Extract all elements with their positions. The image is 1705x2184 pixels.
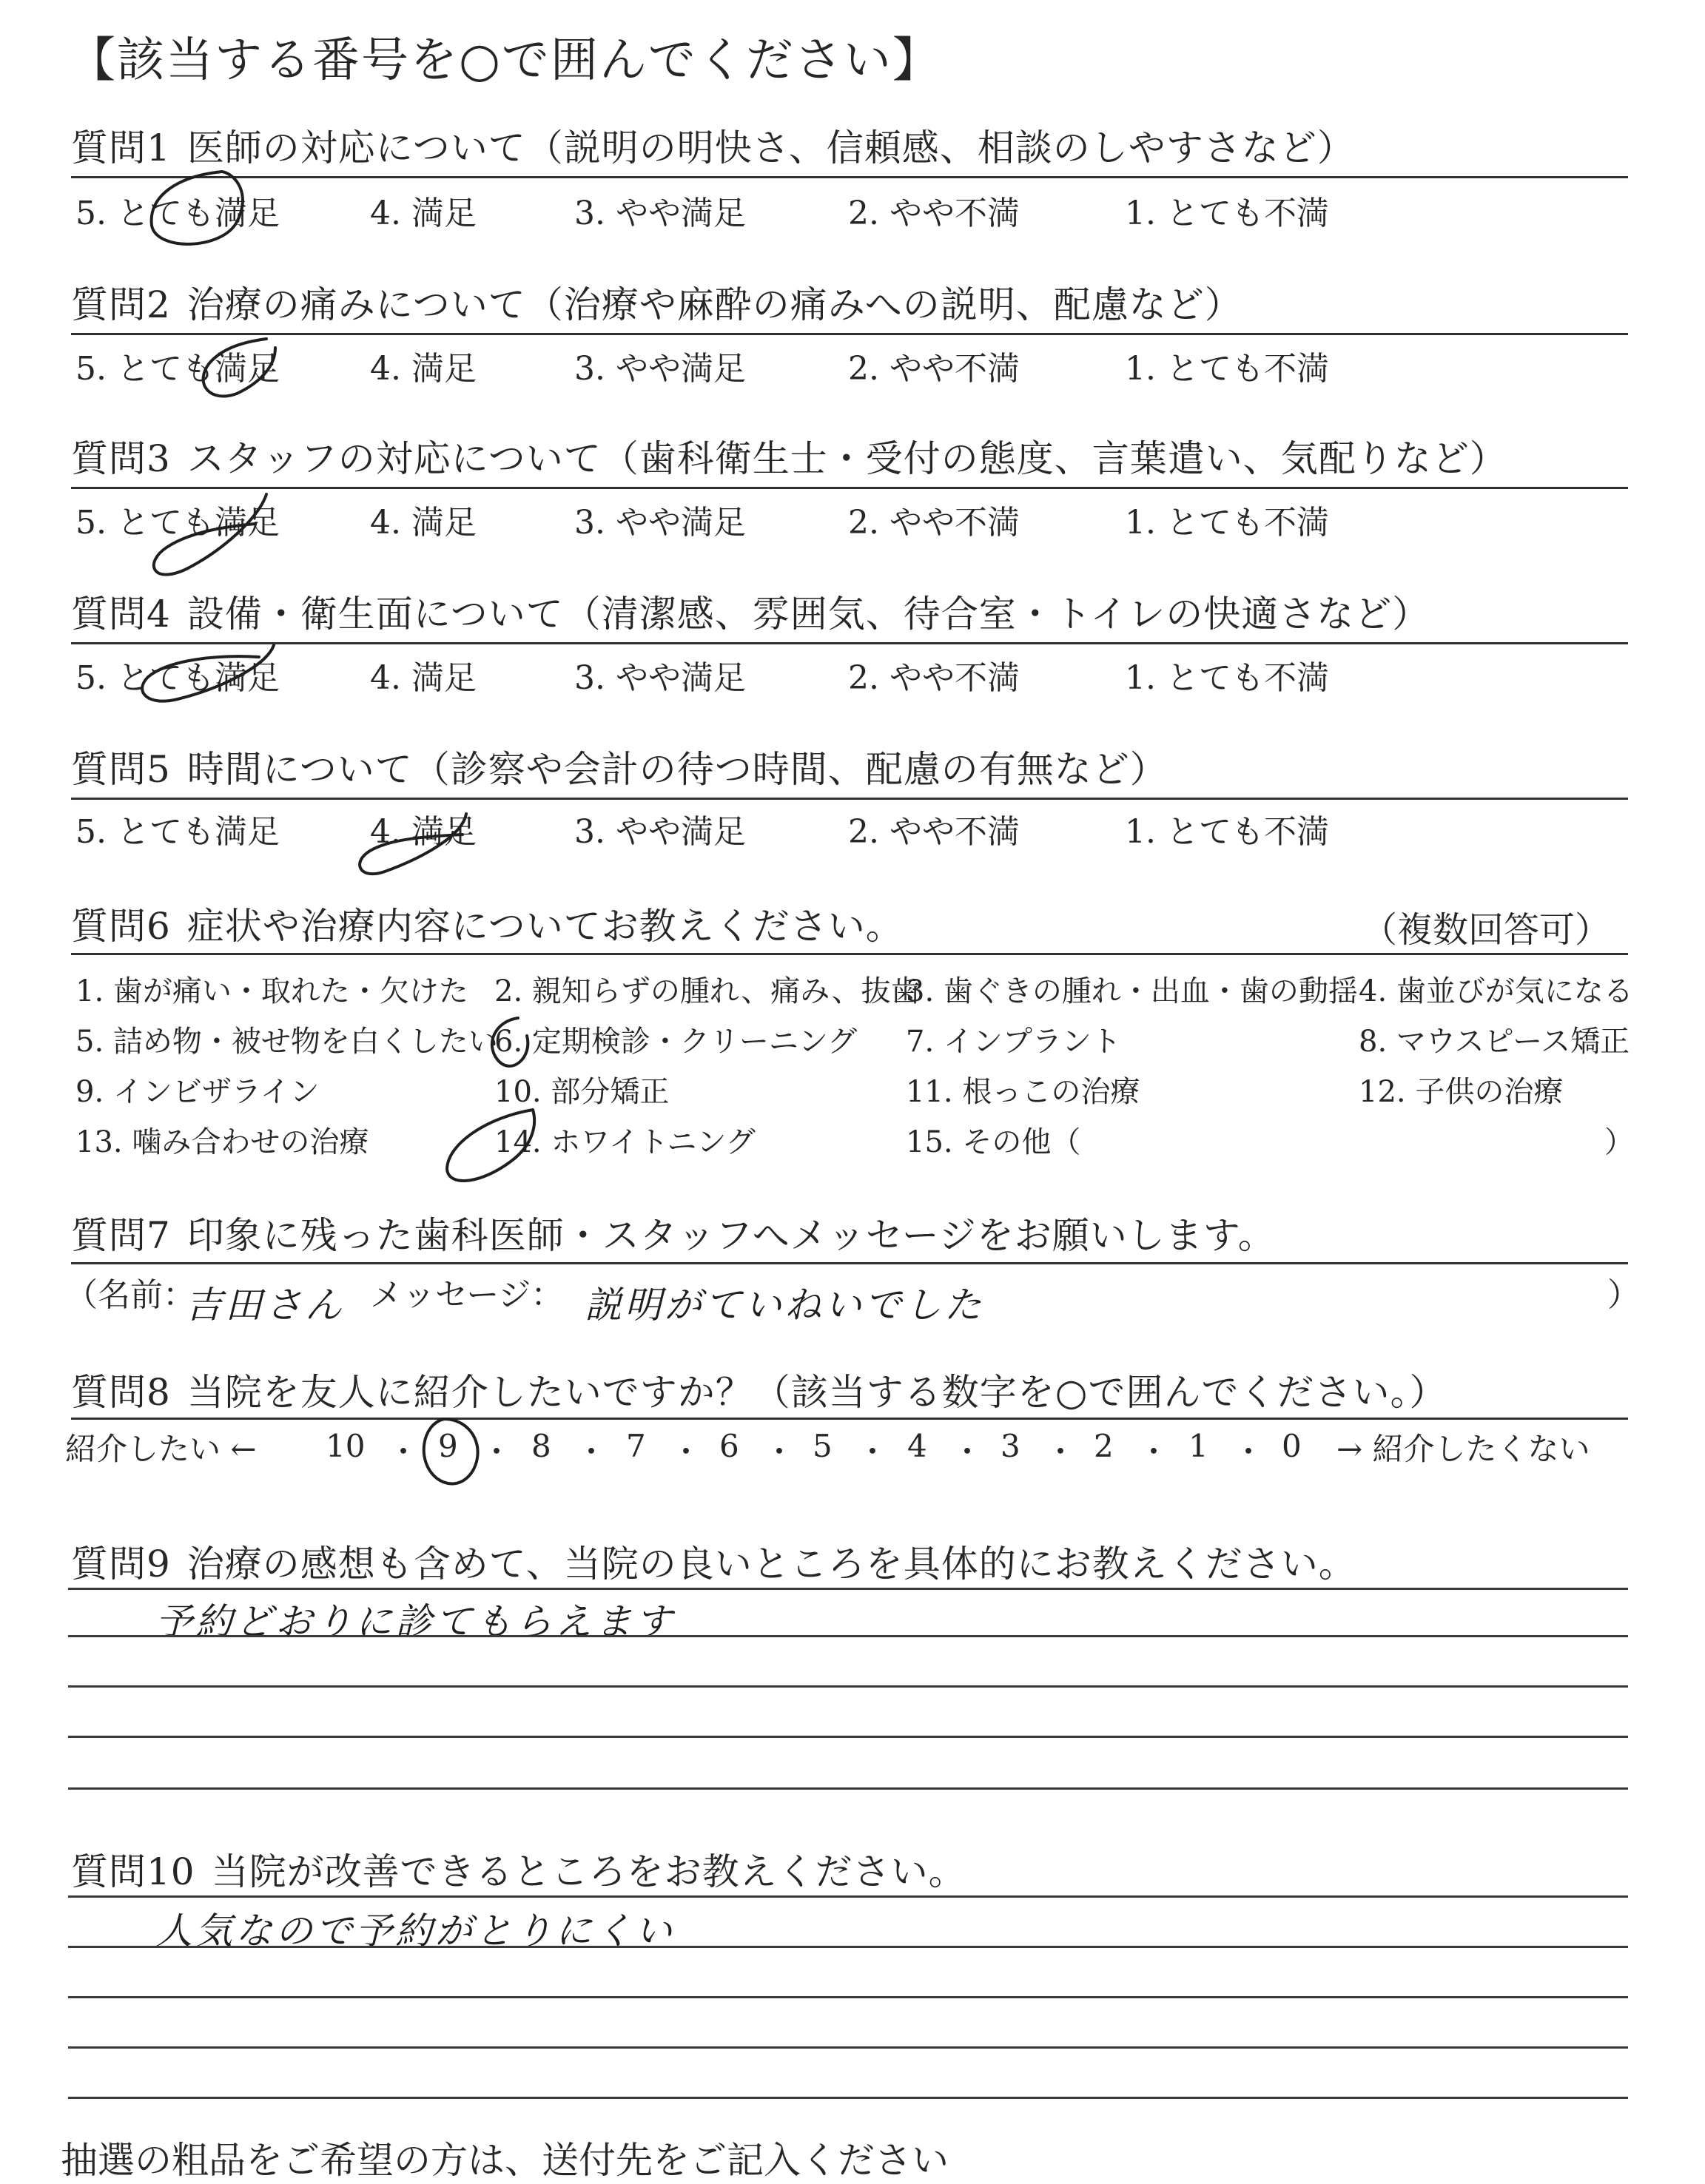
q1-option-1[interactable]: 1. とても不満 <box>1125 195 1329 232</box>
writing-line <box>68 2097 1628 2099</box>
q10-handwritten-answer[interactable]: 人気なので予約がとりにくい <box>155 1910 675 1952</box>
scale-separator: ・ <box>670 1434 702 1470</box>
question-title: 当院を友人に紹介したいですか？（該当する数字を○で囲んでください。） <box>186 1371 1447 1414</box>
writing-line <box>68 1895 1628 1898</box>
divider <box>71 487 1628 489</box>
scale-separator: ・ <box>481 1434 513 1470</box>
q3-option-2[interactable]: 2. やや不満 <box>848 504 1020 542</box>
q2-option-2[interactable]: 2. やや不満 <box>848 350 1020 388</box>
writing-line <box>68 1736 1628 1738</box>
q1-option-2[interactable]: 2. やや不満 <box>848 195 1020 232</box>
q1-option-5[interactable]: 5. とても満足 <box>75 195 280 232</box>
divider <box>71 798 1628 800</box>
question-number: 質問4 <box>71 593 171 636</box>
q6-option-15[interactable]: 15. その他（ <box>906 1125 1081 1159</box>
scale-10[interactable]: 10 <box>326 1428 366 1464</box>
q6-option-4[interactable]: 4. 歯並びが気になる <box>1359 974 1633 1008</box>
scale-7[interactable]: 7 <box>626 1428 646 1464</box>
question-number: 質問10 <box>71 1850 195 1893</box>
name-label: （名前： <box>65 1276 195 1314</box>
writing-line <box>68 1635 1628 1637</box>
q6-option-5[interactable]: 5. 詰め物・被せ物を白くしたい <box>75 1025 498 1059</box>
q5-option-4[interactable]: 4. 満足 <box>370 813 477 851</box>
scale-separator: ・ <box>388 1434 420 1470</box>
q6-option-12[interactable]: 12. 子供の治療 <box>1359 1075 1564 1109</box>
question-10 <box>71 1842 966 1895</box>
question-number: 質問7 <box>71 1214 171 1257</box>
q1-option-4[interactable]: 4. 満足 <box>370 195 477 232</box>
question-number: 質問2 <box>71 283 171 326</box>
question-1 <box>71 118 1355 172</box>
question-title: 医師の対応について（説明の明快さ、信頼感、相談のしやすさなど） <box>186 127 1355 169</box>
name-handwritten[interactable]: 吉田さん <box>185 1284 345 1327</box>
writing-line <box>68 2046 1628 2049</box>
q5-option-5[interactable]: 5. とても満足 <box>75 813 280 851</box>
question-number: 質問8 <box>71 1371 171 1414</box>
divider <box>71 953 1628 955</box>
writing-line <box>68 1996 1628 1998</box>
q6-option-11[interactable]: 11. 根っこの治療 <box>906 1075 1140 1109</box>
scale-separator: ・ <box>1233 1434 1265 1470</box>
question-5 <box>71 740 1168 793</box>
question-6 <box>71 897 904 950</box>
scale-separator: ・ <box>1045 1434 1077 1470</box>
q3-option-3[interactable]: 3. やや満足 <box>574 504 746 542</box>
q6-option-9[interactable]: 9. インビザライン <box>75 1075 320 1109</box>
q3-option-5[interactable]: 5. とても満足 <box>75 504 280 542</box>
question-title: 印象に残った歯科医師・スタッフへメッセージをお願いします。 <box>186 1214 1276 1257</box>
message-close: ） <box>1607 1276 1640 1314</box>
scale-1[interactable]: 1 <box>1188 1428 1208 1464</box>
q6-option-10[interactable]: 10. 部分矯正 <box>494 1075 670 1109</box>
question-title: 治療の感想も含めて、当院の良いところを具体的にお教えください。 <box>186 1543 1356 1585</box>
q3-option-1[interactable]: 1. とても不満 <box>1125 504 1329 542</box>
scale-separator: ・ <box>1138 1434 1170 1470</box>
question-7 <box>71 1206 1276 1259</box>
scale-9[interactable]: 9 <box>438 1428 458 1464</box>
divider <box>71 333 1628 335</box>
scale-separator: ・ <box>857 1434 889 1470</box>
message-label: メッセージ： <box>370 1276 564 1314</box>
question-number: 質問3 <box>71 437 171 480</box>
writing-line <box>68 1588 1628 1590</box>
scale-2[interactable]: 2 <box>1094 1428 1114 1464</box>
q5-option-1[interactable]: 1. とても不満 <box>1125 813 1329 851</box>
q6-option-7[interactable]: 7. インプラント <box>906 1025 1121 1059</box>
q4-option-4[interactable]: 4. 満足 <box>370 659 477 697</box>
recommend-right-label: → 紹介したくない <box>1336 1431 1590 1467</box>
scale-8[interactable]: 8 <box>531 1428 551 1464</box>
question-number: 質問1 <box>71 127 171 169</box>
writing-line <box>68 1787 1628 1790</box>
writing-line <box>68 1946 1628 1948</box>
scale-6[interactable]: 6 <box>719 1428 739 1464</box>
multiple-answers-note: （複数回答可） <box>1362 909 1611 951</box>
question-4 <box>71 584 1430 638</box>
scale-separator: ・ <box>952 1434 983 1470</box>
scale-separator: ・ <box>764 1434 796 1470</box>
scale-0[interactable]: 0 <box>1282 1428 1302 1464</box>
instruction-header: 【該当する番号を○で囲んでください】 <box>68 33 941 88</box>
question-8 <box>71 1363 1447 1416</box>
recommend-left-label: 紹介したい ← <box>65 1431 257 1467</box>
cut-off-footer-text: 抽選の粗品をご希望の方は、送付先をご記入ください <box>61 2139 949 2182</box>
question-9 <box>71 1534 1356 1588</box>
question-title: 症状や治療内容についてお教えください。 <box>186 905 904 948</box>
q2-option-5[interactable]: 5. とても満足 <box>75 350 280 388</box>
q9-handwritten-answer[interactable]: 予約どおりに診てもらえます <box>155 1600 675 1643</box>
scale-separator: ・ <box>576 1434 608 1470</box>
question-title: 時間について（診察や会計の待つ時間、配慮の有無など） <box>186 748 1168 791</box>
q1-option-3[interactable]: 3. やや満足 <box>574 195 746 232</box>
message-handwritten[interactable]: 説明がていねいでした <box>585 1284 984 1327</box>
question-2 <box>71 275 1242 328</box>
writing-line <box>68 1685 1628 1688</box>
scale-3[interactable]: 3 <box>1001 1428 1020 1464</box>
q6-option-2[interactable]: 2. 親知らずの腫れ、痛み、抜歯 <box>494 974 921 1008</box>
question-3 <box>71 429 1507 482</box>
divider <box>71 1262 1628 1264</box>
divider <box>71 642 1628 644</box>
q5-option-3[interactable]: 3. やや満足 <box>574 813 746 851</box>
q2-option-4[interactable]: 4. 満足 <box>370 350 477 388</box>
q6-option-14[interactable]: 14. ホワイトニング <box>494 1125 756 1159</box>
q4-option-5[interactable]: 5. とても満足 <box>75 659 280 697</box>
q6-option-8[interactable]: 8. マウスピース矯正 <box>1359 1025 1630 1059</box>
question-number: 質問5 <box>71 748 171 791</box>
scale-5[interactable]: 5 <box>813 1428 833 1464</box>
q6-option-13[interactable]: 13. 噛み合わせの治療 <box>75 1125 369 1159</box>
q6-option-15-close: ） <box>1604 1125 1634 1159</box>
question-number: 質問9 <box>71 1543 171 1585</box>
divider <box>71 176 1628 178</box>
divider <box>71 1418 1628 1420</box>
q2-option-3[interactable]: 3. やや満足 <box>574 350 746 388</box>
q6-option-3[interactable]: 3. 歯ぐきの腫れ・出血・歯の動揺 <box>906 974 1358 1008</box>
q2-option-1[interactable]: 1. とても不満 <box>1125 350 1329 388</box>
question-title: スタッフの対応について（歯科衛生士・受付の態度、言葉遣い、気配りなど） <box>186 437 1507 480</box>
q3-option-4[interactable]: 4. 満足 <box>370 504 477 542</box>
question-title: 当院が改善できるところをお教えください。 <box>211 1850 966 1893</box>
q4-option-3[interactable]: 3. やや満足 <box>574 659 746 697</box>
q4-option-1[interactable]: 1. とても不満 <box>1125 659 1329 697</box>
q6-option-6[interactable]: 6. 定期検診・クリーニング <box>494 1025 858 1059</box>
q4-option-2[interactable]: 2. やや不満 <box>848 659 1020 697</box>
scale-4[interactable]: 4 <box>907 1428 927 1464</box>
q6-option-1[interactable]: 1. 歯が痛い・取れた・欠けた <box>75 974 468 1008</box>
question-number: 質問6 <box>71 905 171 948</box>
q5-option-2[interactable]: 2. やや不満 <box>848 813 1020 851</box>
question-title: 設備・衛生面について（清潔感、雰囲気、待合室・トイレの快適さなど） <box>186 593 1430 636</box>
question-title: 治療の痛みについて（治療や麻酔の痛みへの説明、配慮など） <box>186 283 1242 326</box>
